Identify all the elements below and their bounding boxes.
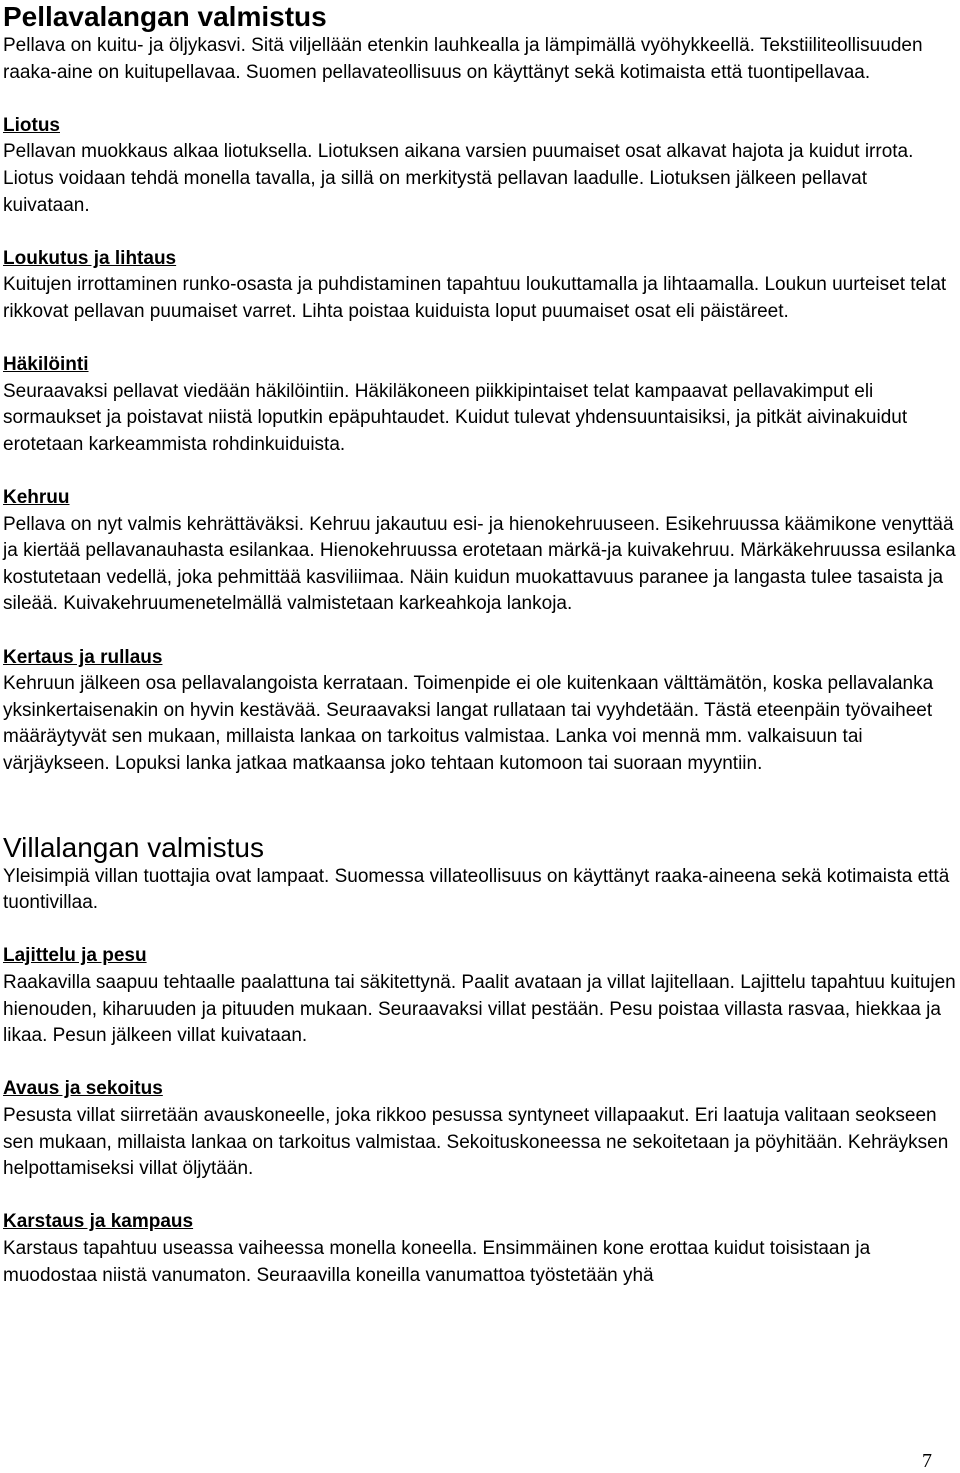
intro-paragraph-villa: Yleisimpiä villan tuottajia ovat lampaat. Suomessa villateollisuus on käyttänyt raaka-aineena sekä kotimaista että tuontivillaa. (3, 865, 950, 914)
section-text-lajittelu: Raakavilla saapuu tehtaalle paalattuna tai säkitettynä. Paalit avataan ja villat lajitellaan. Lajittelu tapahtuu kuitujen hienouden, kiharuuden ja pituuden mukaan. Seuraavaksi villat pestään. Pesu poistaa villasta rasvaa, hiekkaa ja likaa. Pesun jälkeen villat kuivataan. (3, 972, 956, 1047)
section-text-kehruu: Pellava on nyt valmis kehrättäväksi. Kehruu jakautuu esi- ja hienokehruuseen. Esikehruussa käämikone venyttää ja kiertää pellavanauhasta esilankaa. Hienokehruussa erotetaan märkä-ja kuivakehruu. Märkäkehruussa esilanka kostutetaan vedellä, joka pehmittää kasviliimaa. Näin kuidun muokattavuus paranee ja langasta tulee tasaista ja sileää. Kuivakehruumenetelmällä valmistetaan karkeahkoja lankoja. (3, 513, 956, 615)
spacer (3, 1050, 958, 1077)
section-heading-liotus: Liotus (3, 114, 60, 136)
spacer (3, 326, 958, 353)
spacer (3, 778, 958, 831)
spacer (3, 618, 958, 645)
page-number: 7 (922, 1450, 932, 1472)
section-text-liotus: Pellavan muokkaus alkaa liotuksella. Liotuksen aikana varsien puumaiset osat alkavat hajota ja kuidut irrota. Liotus voidaan tehdä monella tavalla, ja sillä on merkitystä pellavan laadulle. Liotuksen jälkeen pellavat kuivataan. (3, 141, 914, 216)
page-title-villa: Villalangan valmistus (3, 831, 264, 863)
spacer (3, 917, 958, 944)
page-title: Pellavalangan valmistus (3, 1, 327, 32)
section-heading-karstaus: Karstaus ja kampaus (3, 1211, 194, 1233)
section-heading-hakilointi: Häkilöinti (3, 354, 89, 376)
section-heading-lajittelu: Lajittelu ja pesu (3, 945, 147, 967)
section-text-loukutus: Kuitujen irrottaminen runko-osasta ja puhdistaminen tapahtuu loukuttamalla ja lihtaamalla. Loukun uurteiset telat rikkovat pellavan puumaiset varret. Lihta poistaa kuiduista loput puumaiset osat eli päistäreet. (3, 274, 947, 322)
section-text-karstaus: Karstaus tapahtuu useassa vaiheessa monella koneella. Ensimmäinen kone erottaa kuidut toisistaan ja muodostaa niistä vanumaton. Seuraavilla koneilla vanumattoa työstetään yhä (3, 1237, 871, 1286)
document-page (3, 0, 958, 1289)
section-text-avaus: Pesusta villat siirretään avauskoneelle, joka rikkoo pesussa syntyneet villapaakut. Eri laatuja valitaan seokseen sen mukaan, millaista lankaa on tarkoitus valmistaa. Sekoituskoneessa ne sekoitetaan ja pöyhitään. Kehräyksen helpottamiseksi villat öljytään. (3, 1104, 949, 1180)
spacer (3, 459, 958, 486)
section-heading-kehruu: Kehruu (3, 487, 70, 509)
section-heading-loukutus: Loukutus ja lihtaus (3, 247, 177, 269)
section-heading-kertaus: Kertaus ja rullaus (3, 646, 163, 668)
section-text-hakilointi: Seuraavaksi pellavat viedään häkilöintiin. Häkiläkoneen piikkipintaiset telat kampaavat pellavakimput eli sormaukset ja poistavat niistä loputkin epäpuhtaudet. Kuidut tulevat yhdensuuntaisiksi, ja pitkät aivinakuidut erotetaan karkeammista rohdinkuiduista. (3, 380, 908, 455)
section-heading-avaus: Avaus ja sekoitus (3, 1078, 163, 1100)
spacer (3, 219, 958, 246)
spacer (3, 1183, 958, 1210)
intro-paragraph: Pellava on kuitu- ja öljykasvi. Sitä viljellään etenkin lauhkealla ja lämpimällä vyöhykkeellä. Tekstiiliteollisuuden raaka-aine on kuitupellavaa. Suomen pellavateollisuus on käyttänyt sekä kotimaista että tuontipellavaa. (3, 35, 923, 83)
spacer (3, 86, 958, 113)
section-text-kertaus: Kehruun jälkeen osa pellavalangoista kerrataan. Toimenpide ei ole kuitenkaan välttämätön, koska pellavalanka yksinkertaisenakin on hyvin kestävää. Seuraavaksi langat rullataan tai vyyhdetään. Tästä eteenpäin työvaiheet määräytyvät sen mukaan, millaista lankaa on tarkoitus valmistaa. Lanka voi mennä mm. valkaisuun tai värjäykseen. Lopuksi lanka jatkaa matkaansa joko tehtaan kutomoon tai suoraan myyntiin. (3, 673, 934, 775)
